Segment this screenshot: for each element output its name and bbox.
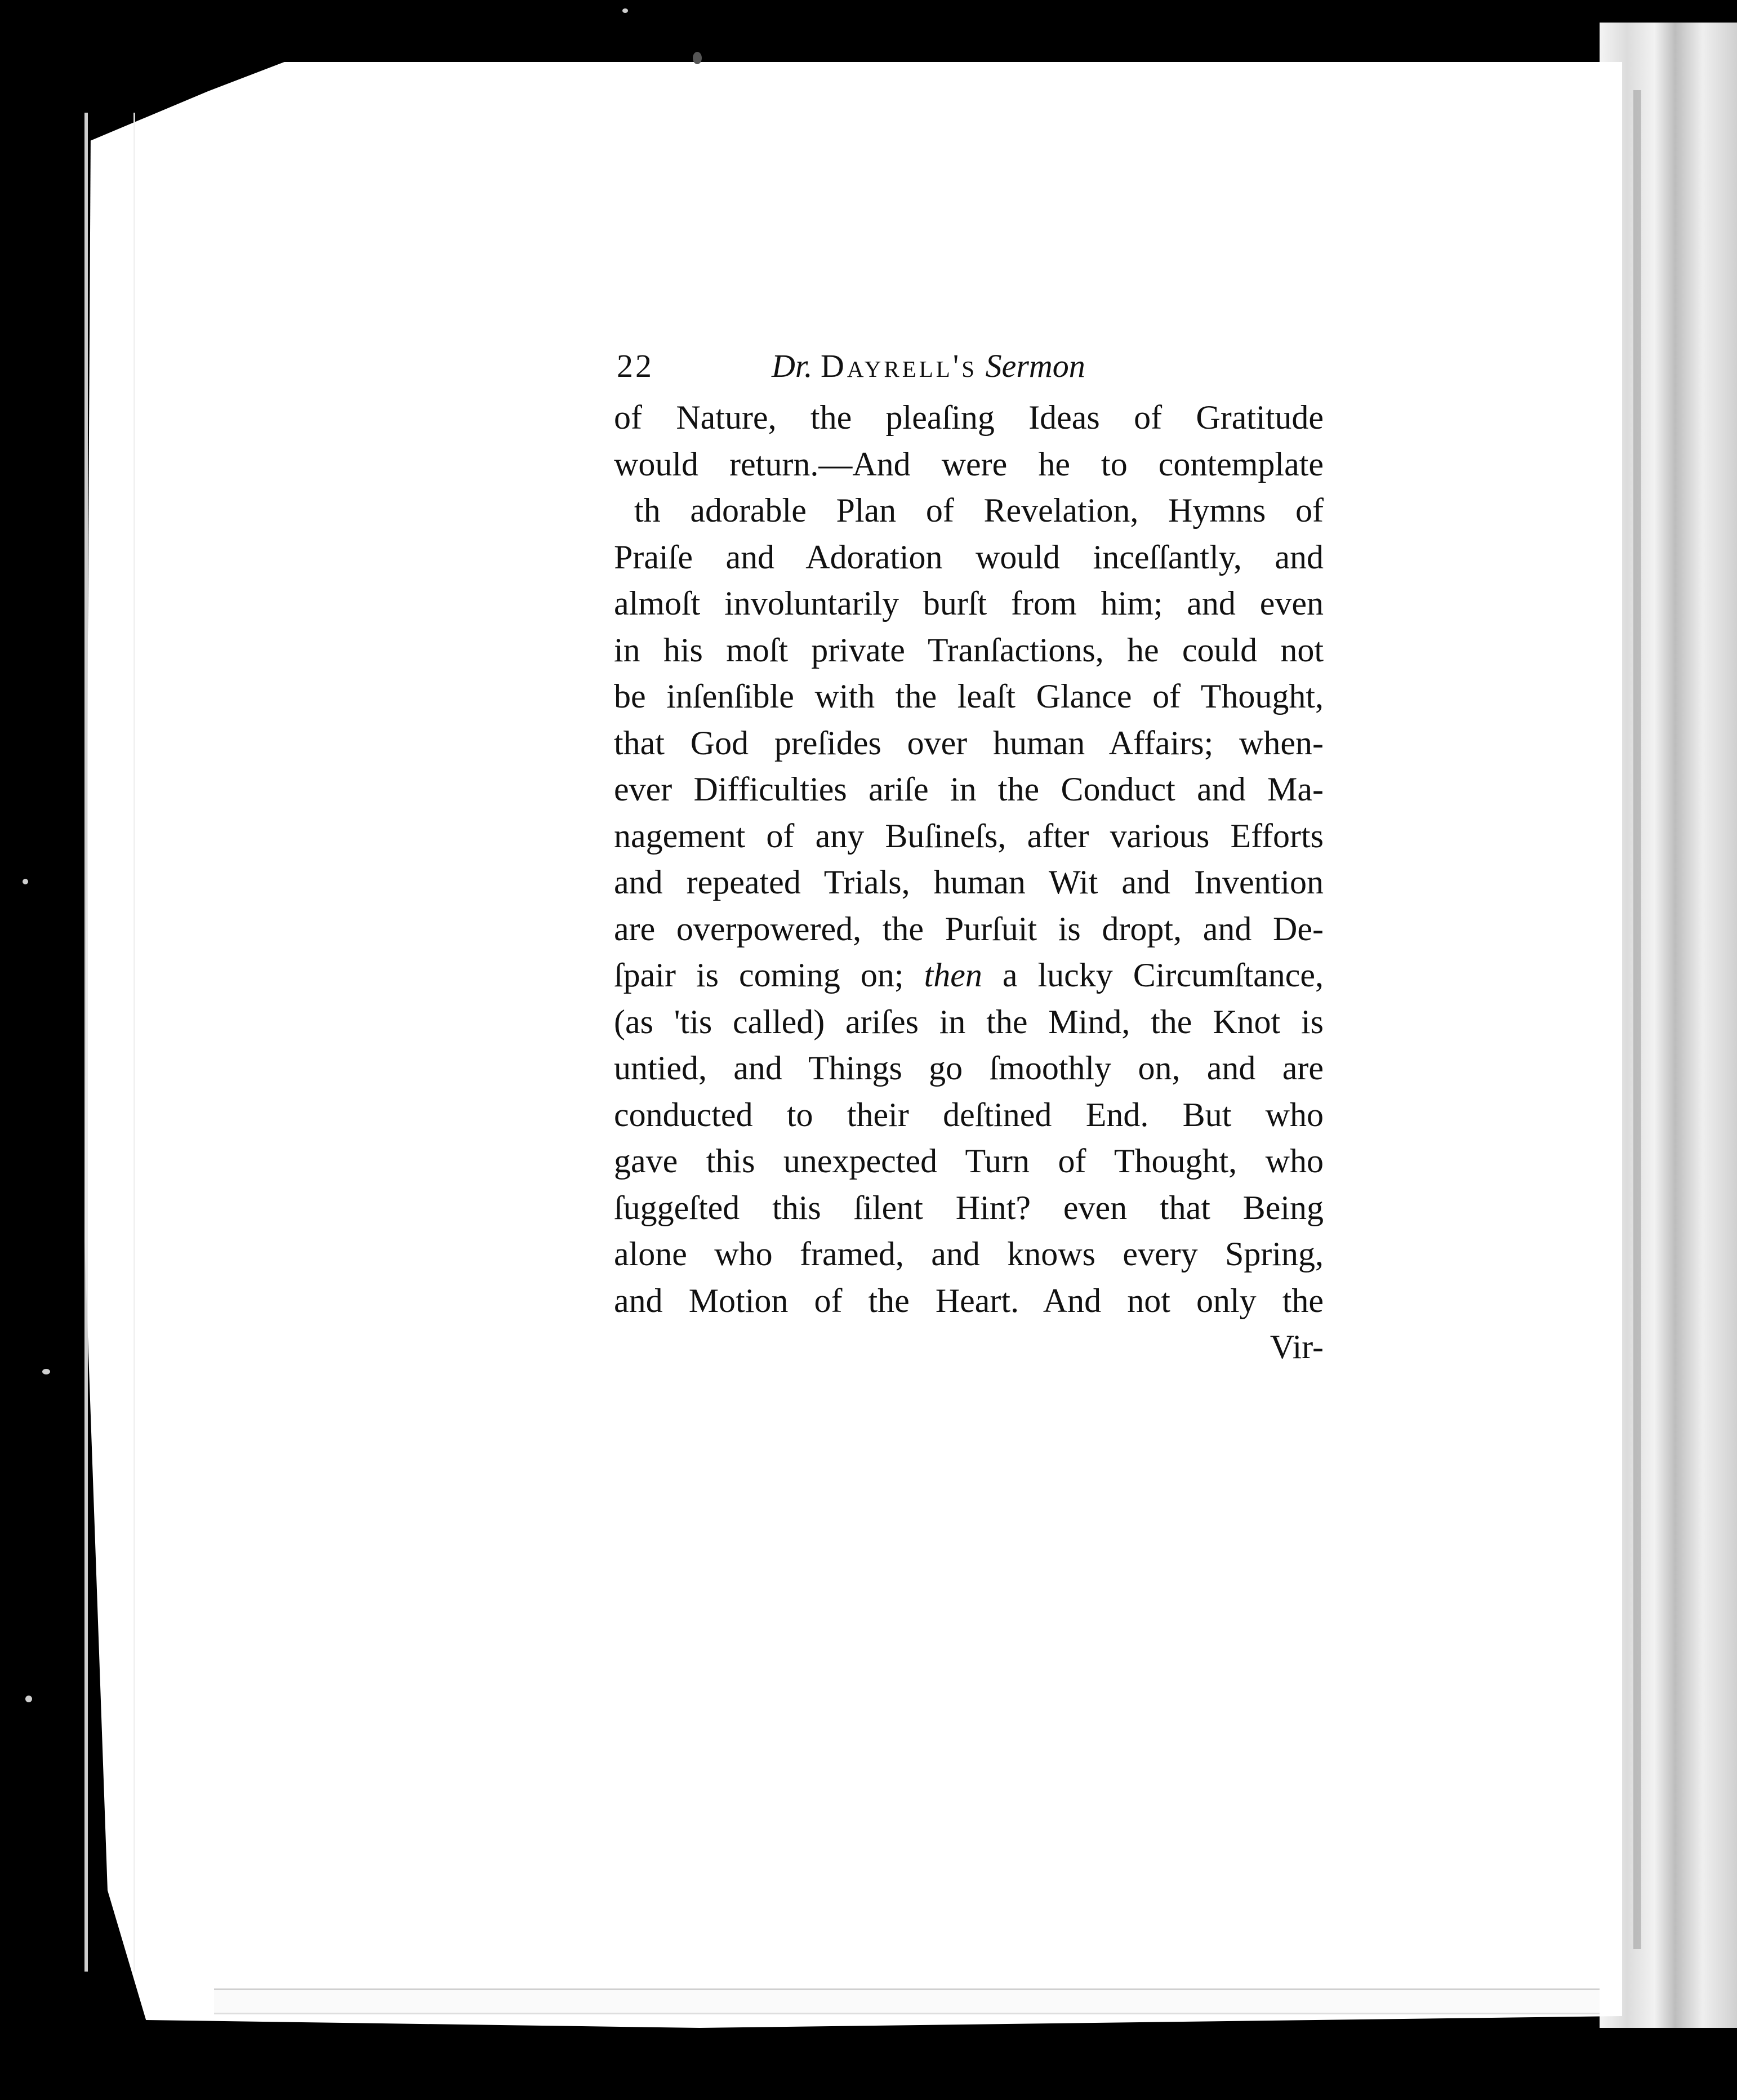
text-line: ſuggeſted this ſilent Hint? even that Being bbox=[614, 1189, 1324, 1226]
page-edge-shadow bbox=[1633, 90, 1641, 1949]
text-line: and Motion of the Heart. And not only the bbox=[614, 1282, 1324, 1319]
text-line: in his moſt private Tranſactions, he could not bbox=[614, 631, 1324, 669]
text-line: and repeated Trials, human Wit and Invention bbox=[614, 864, 1324, 901]
text-line: almoſt involuntarily burſt from him; and even bbox=[614, 585, 1324, 622]
text-line: of Nature, the pleaſing Ideas of Gratitude bbox=[614, 399, 1324, 436]
text-line: ever Difficulties ariſe in the Conduct and Ma- bbox=[614, 771, 1324, 808]
bottom-page-edge bbox=[214, 1988, 1600, 2014]
text-line: th adorable Plan of Revelation, Hymns of bbox=[634, 492, 1324, 529]
text-line: would return.—And were he to contemplate bbox=[614, 445, 1324, 483]
text-block bbox=[614, 338, 1324, 1371]
text-line: (as 'tis called) ariſes in the Mind, the Knot is bbox=[614, 1003, 1324, 1040]
italic-word: then bbox=[924, 956, 982, 994]
text-line-mixed bbox=[614, 952, 1324, 999]
speck-mark bbox=[693, 52, 702, 64]
catchword: Vir- bbox=[1270, 1328, 1324, 1365]
running-head bbox=[614, 338, 1324, 394]
running-title-name: Dayrell's bbox=[821, 348, 978, 384]
page-number: 22 bbox=[617, 348, 654, 384]
text-line: gave this unexpected Turn of Thought, who bbox=[614, 1142, 1324, 1180]
running-title-suffix: Sermon bbox=[985, 348, 1085, 384]
speck-mark bbox=[622, 8, 628, 13]
text-line: Praiſe and Adoration would inceſſantly, and bbox=[614, 538, 1324, 576]
speck-mark bbox=[25, 1696, 32, 1702]
text-line: nagement of any Buſineſs, after various Efforts bbox=[614, 817, 1324, 855]
text-line: are overpowered, the Purſuit is dropt, and De- bbox=[614, 910, 1324, 947]
deckled-left-edge bbox=[84, 113, 135, 1972]
running-title-prefix: Dr. bbox=[772, 348, 813, 384]
speck-mark bbox=[23, 879, 28, 884]
text-line: that God preſides over human Affairs; when- bbox=[614, 724, 1324, 762]
running-title bbox=[772, 338, 1085, 394]
text-line: conducted to their deſtined End. But who bbox=[614, 1096, 1324, 1133]
text-segment: a lucky Circumſtance, bbox=[1002, 956, 1324, 994]
text-segment: ſpair is coming on; bbox=[614, 956, 904, 994]
text-line: untied, and Things go ſmoothly on, and are bbox=[614, 1049, 1324, 1087]
text-line: be inſenſible with the leaſt Glance of Thought, bbox=[614, 678, 1324, 715]
text-line: alone who framed, and knows every Spring, bbox=[614, 1235, 1324, 1273]
speck-mark bbox=[42, 1369, 50, 1374]
